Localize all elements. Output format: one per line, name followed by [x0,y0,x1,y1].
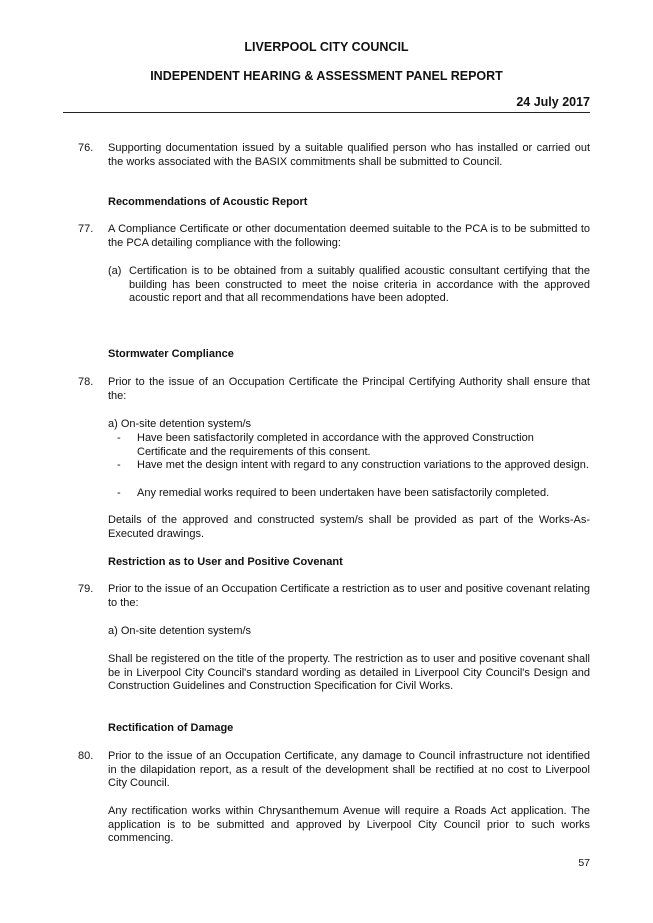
condition-78-a: a) On-site detention system/s [108,418,252,430]
heading-restriction: Restriction as to User and Positive Covenant [108,556,343,568]
heading-stormwater: Stormwater Compliance [108,348,234,360]
condition-80-number: 80. [78,750,94,762]
condition-78-bullet-2-dash: - [117,459,121,471]
header-rule [63,112,590,113]
condition-77-text: A Compliance Certificate or other documentation deemed suitable to the PCA is to be submitted to the PCA detailing compliance with the following: [108,223,590,249]
condition-79-shall: Shall be registered on the title of the property. The restriction as to user and positive covenant shall be in Liverpool City Council's standard wording as detailed in Liverpool City Council's Design and Construction Guidelines and Construction Specification for Civil Works. [108,653,590,692]
page-number: 57 [578,857,590,869]
condition-78-bullet-3: Any remedial works required to been undertaken have been satisfactorily completed. [137,487,550,499]
condition-78-bullet-3-dash: - [117,487,121,499]
condition-79-a: a) On-site detention system/s [108,625,252,637]
condition-79-number: 79. [78,583,94,595]
condition-78-text: Prior to the issue of an Occupation Certificate the Principal Certifying Authority shall ensure that the: [108,376,590,402]
condition-78-bullet-1-dash: - [117,432,121,444]
report-date: 24 July 2017 [516,95,590,109]
condition-77-number: 77. [78,223,94,235]
heading-acoustic: Recommendations of Acoustic Report [108,196,308,208]
condition-77-a-text: Certification is to be obtained from a suitably qualified acoustic consultant certifying that the building has been constructed to meet the noise criteria in accordance with the approved acoustic report and that all recommendations have been adopted. [129,265,590,304]
condition-78-bullet-1: Have been satisfactorily completed in accordance with the approved Construction Certificate and the requirements of this consent. [137,432,534,458]
condition-80-text2: Any rectification works within Chrysanthemum Avenue will require a Roads Act application. The application is to be submitted and approved by Liverpool City Council prior to such works commencing. [108,805,590,844]
condition-77-a-label: (a) [108,265,122,277]
condition-76-number: 76. [78,142,94,154]
report-title: INDEPENDENT HEARING & ASSESSMENT PANEL REPORT [150,69,503,83]
condition-80-text: Prior to the issue of an Occupation Certificate, any damage to Council infrastructure not identified in the dilapidation report, as a result of the development shall be rectified at no cost to Liverpool City Council. [108,750,590,789]
council-title: LIVERPOOL CITY COUNCIL [244,40,409,54]
heading-damage: Rectification of Damage [108,722,234,734]
condition-76-text: Supporting documentation issued by a suitable qualified person who has installed or carried out the works associated with the BASIX commitments shall be submitted to Council. [108,142,590,168]
condition-78-number: 78. [78,376,94,388]
condition-78-details: Details of the approved and constructed system/s shall be provided as part of the Works-As-Executed drawings. [108,514,590,540]
condition-79-text: Prior to the issue of an Occupation Certificate a restriction as to user and positive covenant relating to the: [108,583,590,609]
condition-78-bullet-2: Have met the design intent with regard to any construction variations to the approved design. [137,459,589,471]
